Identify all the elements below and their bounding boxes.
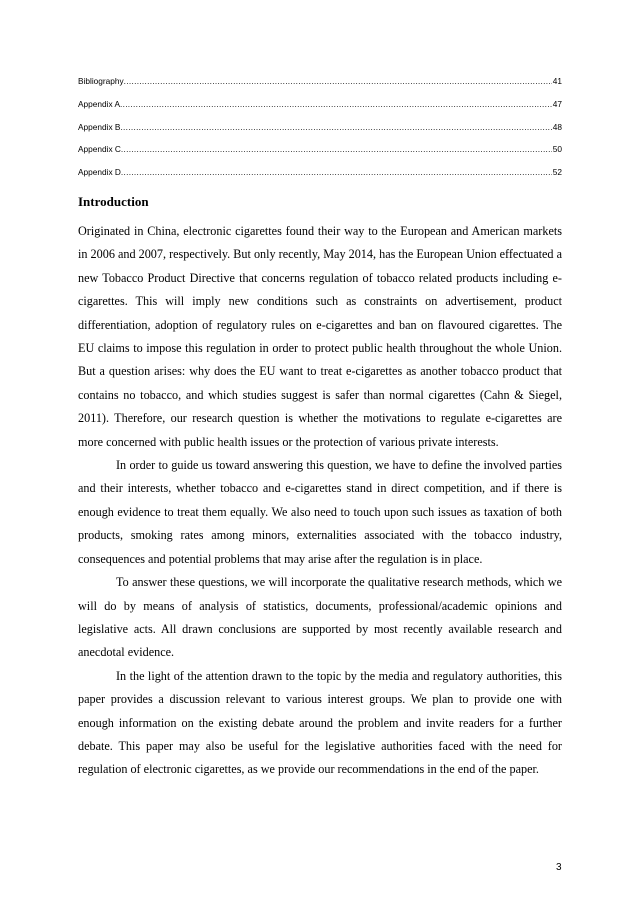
toc-entry-page: 48	[552, 121, 562, 132]
page-number: 3	[556, 862, 562, 873]
toc-entry-page: 50	[552, 144, 562, 155]
toc-entry-page: 47	[552, 98, 562, 109]
section-body	[78, 220, 562, 782]
toc-entry-label: Appendix C	[78, 144, 121, 155]
toc-entry-label: Bibliography	[78, 76, 124, 86]
toc-leader-dots	[121, 142, 552, 156]
toc-entry-label: Appendix D	[78, 167, 121, 178]
toc-leader-dots	[124, 74, 552, 88]
toc-entry-label: Appendix A	[78, 98, 120, 109]
toc-entry-label: Appendix B	[78, 121, 121, 132]
table-of-contents	[78, 74, 562, 188]
toc-leader-dots	[121, 165, 552, 179]
toc-entry-appendix-d[interactable]	[78, 165, 562, 188]
section-heading: Introduction	[78, 194, 149, 209]
toc-leader-dots	[120, 120, 551, 134]
toc-entry-bibliography[interactable]	[78, 74, 562, 97]
paragraph-1: Originated in China, electronic cigarettes found their way to the European and American markets in 2006 and 2007, respectively. But only recently, May 2014, has the European Union effectuated a new Tobacco Product Directive that concerns regulation of tobacco related products including e-cigarettes. This will imply new conditions such as constraints on advertisement, product differentiation, adoption of regulatory rules on e-cigarettes and ban on flavoured cigarettes. The EU claims to impose this regulation in order to protect public health throughout the whole Union. But a question arises: why does the EU want to treat e-cigarettes as another tobacco product that contains no tobacco, and which studies suggest is safer than normal cigarettes (Cahn & Siegel, 2011). Therefore, our research question is whether the motivations to regulate e-cigarettes are more concerned with public health issues or the protection of various private interests.	[78, 224, 562, 449]
paragraph-4: In the light of the attention drawn to the topic by the media and regulatory authorities, this paper provides a discussion relevant to various interest groups. We plan to provide one with enough information on the existing debate around the problem and invite readers for a further debate. This paper may also be useful for the legislative authorities faced with the need for regulation of electronic cigarettes, as we provide our recommendations in the end of the paper.	[78, 668, 562, 777]
toc-entry-page: 52	[552, 167, 562, 178]
paragraph-3: To answer these questions, we will incorporate the qualitative research methods, which we will do by means of analysis of statistics, documents, professional/academic opinions and legislative acts. All drawn conclusions are supported by most recently available research and anecdotal evidence.	[78, 575, 562, 660]
toc-entry-appendix-c[interactable]	[78, 142, 562, 165]
paragraph-2: In order to guide us toward answering this question, we have to define the involved parties and their interests, whether tobacco and e-cigarettes stand in direct competition, and if there is enough evidence to treat them equally. We also need to touch upon such issues as taxation of both products, smoking rates among minors, externalities associated with the tobacco industry, consequences and potential problems that may arise after the regulation is in place.	[78, 458, 562, 566]
toc-entry-appendix-a[interactable]	[78, 97, 562, 120]
toc-entry-appendix-b[interactable]	[78, 120, 562, 143]
toc-leader-dots	[120, 97, 552, 111]
toc-entry-page: 41	[552, 76, 562, 86]
